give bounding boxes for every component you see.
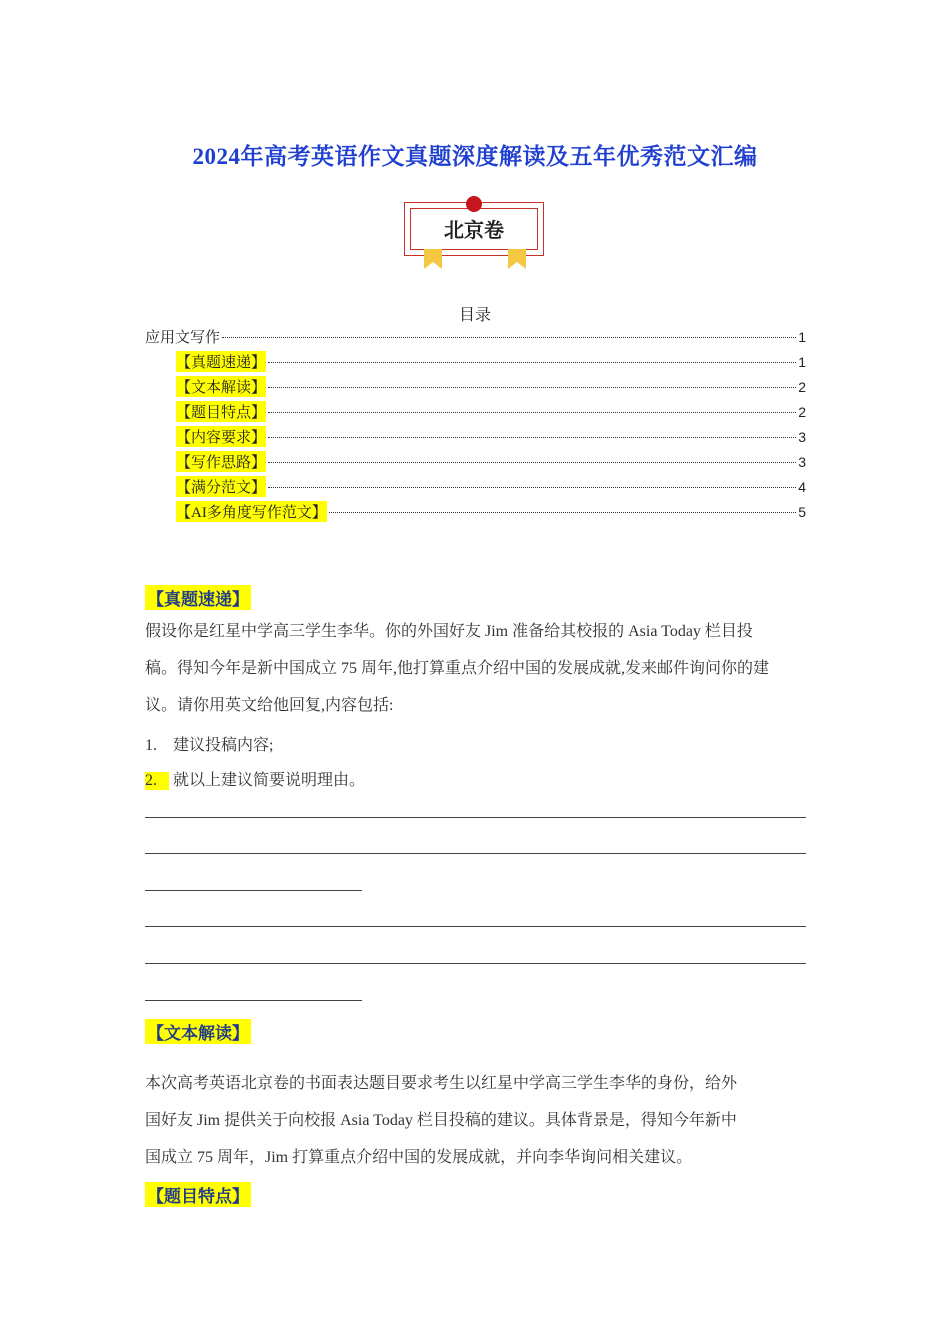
toc-entry[interactable]: [145, 376, 806, 401]
toc-leader: [268, 462, 796, 463]
toc-entry-page: 2: [798, 404, 806, 420]
toc-entry-text: 【AI多角度写作范文】: [176, 501, 327, 522]
table-of-contents: [145, 326, 806, 526]
toc-entry-text: 【题目特点】: [176, 401, 266, 422]
toc-entry-page: 1: [798, 354, 806, 370]
toc-entry[interactable]: [145, 351, 806, 376]
answer-line[interactable]: [145, 1000, 362, 1001]
toc-entry[interactable]: [145, 401, 806, 426]
toc-entry[interactable]: [145, 501, 806, 526]
beijing-paper-badge: [404, 198, 546, 268]
toc-leader: [329, 512, 796, 513]
toc-entry[interactable]: [145, 426, 806, 451]
toc-entry-page: 4: [798, 479, 806, 495]
toc-entry-page: 3: [798, 454, 806, 470]
toc-entry-text: 【文本解读】: [176, 376, 266, 397]
list-item-number: 1.: [145, 737, 157, 754]
answer-line[interactable]: [145, 853, 806, 854]
section-heading-timu: 【题目特点】: [145, 1182, 251, 1207]
paragraph-line: 议。请你用英文给他回复,内容包括:: [145, 697, 394, 714]
list-item-text: 就以上建议简要说明理由。: [173, 772, 366, 789]
section2-paragraph: [145, 1065, 807, 1176]
toc-entry-text: 【内容要求】: [176, 426, 266, 447]
section-heading-zhenti: 【真题速递】: [145, 585, 251, 610]
toc-entry[interactable]: [145, 451, 806, 476]
section1-paragraph: [145, 613, 807, 724]
toc-leader: [268, 487, 796, 488]
toc-entry-text: 【满分范文】: [176, 476, 266, 497]
paragraph-line: 国成立 75 周年，Jim 打算重点介绍中国的发展成就，并向李华询问相关建议。: [145, 1149, 693, 1166]
list-item: [145, 732, 273, 755]
answer-line[interactable]: [145, 817, 806, 818]
toc-heading: 目录: [458, 307, 491, 324]
ribbon-left-icon: [424, 249, 442, 269]
badge-label: 北京卷: [444, 218, 504, 242]
toc-entry-page: 2: [798, 379, 806, 395]
toc-entry-text: 应用文写作: [145, 330, 221, 346]
toc-leader: [222, 337, 796, 338]
toc-entry[interactable]: [145, 326, 806, 351]
section-heading-wenben: 【文本解读】: [145, 1019, 251, 1044]
toc-entry[interactable]: [145, 476, 806, 501]
toc-leader: [268, 437, 796, 438]
toc-entry-page: 3: [798, 429, 806, 445]
document-title: 2024年高考英语作文真题深度解读及五年优秀范文汇编: [192, 144, 758, 169]
paragraph-line: 稿。得知今年是新中国成立 75 周年,他打算重点介绍中国的发展成就,发来邮件询问你的建: [145, 660, 770, 677]
toc-leader: [268, 362, 796, 363]
toc-entry-text: 【写作思路】: [176, 451, 266, 472]
list-item-number: 2.: [145, 772, 169, 790]
paragraph-line: 国好友 Jim 提供关于向校报 Asia Today 栏目投稿的建议。具体背景是，得知今年新中: [145, 1112, 737, 1129]
list-item-text: 建议投稿内容;: [173, 737, 274, 754]
answer-line[interactable]: [145, 890, 362, 891]
toc-entry-page: 1: [798, 329, 806, 345]
answer-line[interactable]: [145, 926, 806, 927]
paragraph-line: 假设你是红星中学高三学生李华。你的外国好友 Jim 准备给其校报的 Asia Today 栏目投: [145, 623, 753, 640]
toc-leader: [268, 387, 796, 388]
toc-entry-page: 5: [798, 504, 806, 520]
paragraph-line: 本次高考英语北京卷的书面表达题目要求考生以红星中学高三学生李华的身份，给外: [145, 1075, 738, 1092]
toc-entry-text: 【真题速递】: [176, 351, 266, 372]
answer-line[interactable]: [145, 963, 806, 964]
badge-red-dot-icon: [466, 196, 482, 212]
list-item: [145, 767, 365, 790]
ribbon-right-icon: [508, 249, 526, 269]
toc-leader: [268, 412, 796, 413]
